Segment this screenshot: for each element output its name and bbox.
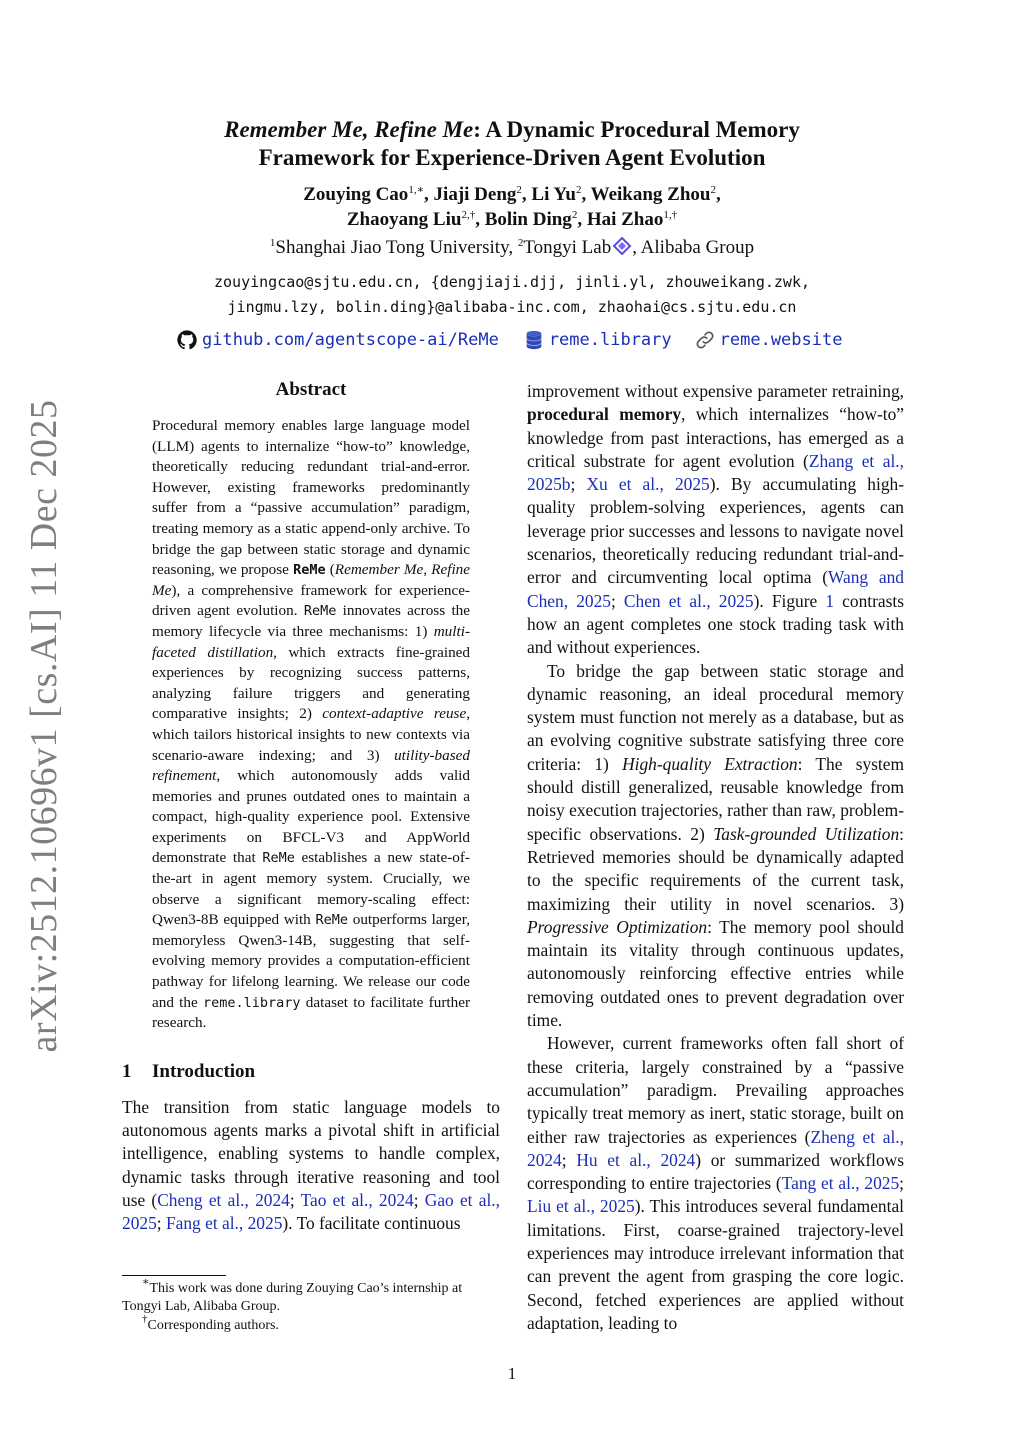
reme-name: ReMe <box>293 562 326 579</box>
abstract-segment: dataset to facilitate further research. <box>152 993 470 1032</box>
abstract-segment: establishes a new state-of-the-art in agent memory system. Crucially, we observe a significant memory-scaling effect: Qwen3-8B equipped with <box>152 849 470 929</box>
citation-year: 2025 <box>122 1213 157 1234</box>
text-segment: improvement without expensive parameter retraining, <box>527 381 904 401</box>
affil-sup: 1 <box>269 237 276 249</box>
abstract-segment: outperforms larger, memoryless Qwen3-14B, suggesting that self-evolving memory provides a computation-efficient pathway for lifelong learning. We release our code and the <box>152 911 470 1011</box>
figure-ref[interactable]: 1 <box>825 590 835 611</box>
footnote-1 <box>122 1276 500 1315</box>
author: Weikang Zhou <box>590 184 711 205</box>
reme-name: ReMe <box>303 603 337 620</box>
intro-paragraph-right-3: However, current frameworks often fall short of these criteria, largely constrained by a “passive accumulation” paradigm. Prevailing approaches typically treat memory as inert, static storage, built on either raw trajectories as experiences (Zheng et al., 2024; Hu et al., 2024) or summarized workflows corresponding to entire trajectories (Tang et al., 2025; Liu et al., 2025). This introduces several fundamental limitations. First, coarse-grained trajectory-level experiences may introduce irrelevant information that can prevent the agent from grasping the core logic. Second, fetched experiences are applied without adaptation, leading to <box>527 1033 904 1333</box>
website-link-text: reme.website <box>719 330 843 350</box>
citation-authors: Xu et al. <box>586 474 660 495</box>
github-link-text: github.com/agentscope-ai/ReMe <box>202 330 499 350</box>
footnote-mark: ∗ <box>142 1276 150 1288</box>
citation[interactable]: Gao et al., 2025 <box>122 1190 500 1234</box>
author-list <box>140 182 884 232</box>
email-list <box>140 270 884 320</box>
citation-year: 2024 <box>255 1190 290 1210</box>
text-segment: ) or summarized workflows corresponding to entire trajectories ( <box>527 1149 904 1194</box>
footnote-text: Corresponding authors. <box>147 1318 279 1333</box>
resource-links <box>176 328 842 352</box>
citation-authors: Tao et al. <box>300 1190 369 1210</box>
citation-year: 2025 <box>576 590 611 611</box>
abstract-segment: innovates across the memory lifecycle via three mechanisms: 1) <box>152 602 470 640</box>
citation-authors: Liu et al. <box>527 1196 591 1217</box>
citation-year: 2025 <box>718 590 754 611</box>
affiliation-alibaba: , Alibaba Group <box>632 237 755 258</box>
abstract-segment: , which tailors historical insights to new contexts via scenario-aware indexing; and 3) <box>152 705 470 764</box>
text-segment: ). Figure <box>753 590 826 611</box>
author-sup: 1,∗ <box>408 184 425 196</box>
author: Zouying Cao <box>303 184 409 205</box>
text-segment: contrasts how an agent completes one stock trading task with and without experiences. <box>527 590 904 658</box>
library-link-text: reme.library <box>548 330 672 350</box>
text-segment: However, current frameworks often fall short of these criteria, largely constrained by a “passive accumulation” paradigm. Prevailing approaches typically treat memory as inert, static storage, built on either raw trajectories as experiences ( <box>527 1033 904 1147</box>
intro-paragraph-right-2 <box>527 660 904 1033</box>
section-number: 1 <box>122 1060 132 1082</box>
title-italic: Remember Me, Refine Me <box>224 117 474 142</box>
citation-year: 2024 <box>527 1149 562 1170</box>
left-column <box>122 378 500 1236</box>
criterion-3: Progressive Optimization <box>527 916 708 937</box>
citation-year: 2025 <box>674 474 710 495</box>
citation[interactable]: Xu et al., 2025 <box>586 474 710 495</box>
affiliation-sjtu: Shanghai Jiao Tong University, <box>275 237 518 258</box>
database-icon <box>523 329 545 351</box>
section-heading <box>122 1060 500 1084</box>
arxiv-stamp-text: arXiv:2512.10696v1 [cs.AI] 11 Dec 2025 <box>23 399 65 1053</box>
author: Bolin Ding <box>484 209 572 230</box>
abstract-segment: Procedural memory enables large language model (LLM) agents to internalize “how-to” knowledge, theoretically reducing redundant trial-and-error. However, existing frameworks predominantly suffer from a “passive accumulation” paradigm, treating memory as a static append-only archive. To bridge the gap between static storage and dynamic reasoning, we propose <box>152 417 470 579</box>
citation-year: 2024 <box>378 1190 414 1210</box>
author: Jiaji Deng <box>433 184 517 205</box>
website-link[interactable] <box>694 329 843 351</box>
citation-authors: Hu et al. <box>576 1149 647 1170</box>
author-sep: , <box>715 184 721 205</box>
tongyi-logo-icon <box>612 237 632 255</box>
reme-name: ReMe <box>262 850 295 867</box>
mechanism-3: utility-based refinement <box>152 746 470 785</box>
criterion-1: High-quality Extraction <box>622 753 798 774</box>
author: Li Yu <box>531 184 576 205</box>
citation[interactable]: Hu et al., 2024 <box>576 1149 696 1170</box>
author: Zhaoyang Liu <box>346 209 462 230</box>
affiliations <box>140 236 884 260</box>
email-line: jingmu.lzy, bolin.ding}@alibaba-inc.com, zhaohai@cs.sjtu.edu.cn <box>227 298 797 316</box>
citation-authors: Tang et al. <box>781 1173 856 1194</box>
abstract-segment: ), a comprehensive framework for experience-driven agent evolution. <box>152 581 470 620</box>
mechanism-2: context-adaptive reuse <box>322 705 467 723</box>
dataset-name: reme.library <box>203 994 301 1011</box>
text-segment: ). By accumulating high-quality problem-solving experiences, agents can leverage prior successes and lessons to navigate novel scenarios, theoretically reducing redundant trial-and-error and circumventing local optima ( <box>527 474 904 588</box>
reme-expansion: Remember Me, Refine Me <box>152 561 471 599</box>
author-sup: 1,† <box>663 209 678 221</box>
text-segment: To bridge the gap between static storage and dynamic reasoning, an ideal procedural memory system must function not merely as a database, but as an evolving cognitive substrate satisfying three core criteria: 1) <box>527 660 904 774</box>
text-segment: : The system should distill generalized, reusable knowledge from noisy execution trajectories, rather than raw, problem-specific observations. 2) <box>527 753 905 844</box>
criterion-2: Task-grounded Utilization <box>713 823 900 844</box>
footnote-text: This work was done during Zouying Cao’s internship at Tongyi Lab, Alibaba Group. <box>122 1281 463 1314</box>
footnote-rule <box>122 1275 226 1276</box>
library-link[interactable] <box>523 329 672 351</box>
citation-authors: Zheng et al. <box>810 1126 900 1147</box>
citation-year: 2025b <box>527 474 571 495</box>
author-sep: , <box>577 209 587 230</box>
affiliation-tongyi: Tongyi Lab <box>523 237 612 258</box>
text-segment: : The memory pool should maintain its vitality through continuous updates, autonomously reinforcing effective entries while removing outdated ones to prevent degradation over time. <box>527 916 904 1031</box>
bold-term: procedural memory <box>527 404 682 425</box>
author: Hai Zhao <box>586 209 664 230</box>
citation-authors: Fang et al. <box>165 1213 239 1234</box>
citation[interactable]: Zhang et al., 2025b <box>527 450 904 495</box>
citation-authors: Wang and Chen <box>527 567 904 611</box>
abstract-segment: , which autonomously adds valid memories and prunes outdated ones to maintain a compact, high-quality experience pool. Extensive experiments on BFCL-V3 and AppWorld demonstrate that <box>152 767 470 867</box>
citation-year: 2024 <box>660 1149 696 1170</box>
mechanism-1: multi-faceted distillation <box>152 622 470 661</box>
link-icon <box>694 329 716 351</box>
citation-year: 2025 <box>247 1213 283 1234</box>
affil-sup: 2 <box>517 237 524 249</box>
citation[interactable]: Tang et al., 2025 <box>781 1173 900 1194</box>
page-number: 1 <box>507 1364 517 1383</box>
text-segment: ). To facilitate continuous <box>282 1213 461 1234</box>
citation-authors: Chen et al. <box>623 590 707 611</box>
citation[interactable]: Fang et al., 2025 <box>165 1213 283 1234</box>
reme-name: ReMe <box>315 912 348 929</box>
text-segment: , which internalizes “how-to” knowledge from past interactions, has emerged as a critical substrate for agent evolution ( <box>527 404 905 471</box>
abstract-segment: , which extracts fine-grained experiences by recognizing success patterns, analyzing failure triggers and generating comparative insights; 2) <box>152 643 470 723</box>
title-line2: Framework for Experience-Driven Agent Evolution <box>258 145 766 170</box>
citation[interactable]: Wang and Chen, 2025 <box>527 567 904 611</box>
citation-year: 2025 <box>864 1173 900 1194</box>
footnote-mark: † <box>142 1313 148 1325</box>
footnote-2 <box>122 1313 500 1335</box>
citation[interactable]: Liu et al., 2025 <box>527 1196 635 1217</box>
author-sep: , <box>475 209 485 230</box>
author-sup: 2,† <box>461 209 476 221</box>
text-segment: The transition from static language models to autonomous agents marks a pivotal shift in artificial intelligence, enabling systems to handle complex, dynamic tasks through iterative reasoning and tool use ( <box>122 1096 500 1210</box>
citation-authors: Zhang et al. <box>808 450 900 471</box>
citation-authors: Gao et al. <box>424 1190 496 1210</box>
email-line: zouyingcao@sjtu.edu.cn, {dengjiaji.djj, jinli.yl, zhouweikang.zwk, <box>213 273 811 291</box>
abstract-segment: ( <box>325 561 335 579</box>
intro-paragraph-left: The transition from static language models to autonomous agents marks a pivotal shift in artificial intelligence, enabling systems to handle complex, dynamic tasks through iterative reasoning and tool use (Cheng et al., 2024; Tao et al., 2024; Gao et al., 2025; Fang et al., 2025). To facilitate continuous <box>122 1096 500 1234</box>
text-segment: ). This introduces several fundamental limitations. First, coarse-grained trajectory-level experiences may introduce irrelevant information that can prevent the agent from grasping the core logic. Second, fetched experiences are applied without adaptation, leading to <box>527 1196 904 1333</box>
citation[interactable]: Chen et al., 2025 <box>623 590 754 611</box>
github-icon <box>176 329 198 351</box>
citation-year: 2025 <box>599 1196 635 1217</box>
section-title: Introduction <box>152 1060 256 1082</box>
footnotes <box>122 1276 500 1335</box>
author-sep: , <box>424 184 434 205</box>
right-column <box>527 380 904 1335</box>
citation[interactable]: Tao et al., 2024 <box>300 1190 414 1210</box>
author-sup: 2 <box>571 209 578 221</box>
title-line1: A Dynamic Procedural Memory <box>480 117 800 142</box>
author-sup: 2 <box>516 184 522 196</box>
paper-title <box>140 116 884 172</box>
title-colon: : <box>473 117 481 142</box>
author-sep: , <box>581 184 591 205</box>
citation[interactable]: Cheng et al., 2024 <box>157 1190 290 1210</box>
citation-authors: Cheng et al. <box>157 1190 245 1210</box>
intro-paragraph-right-1: improvement without expensive parameter retraining, procedural memory, which internalizes “how-to” knowledge from past interactions, has emerged as a critical substrate for agent evolution (Zhang et al., 2025b; Xu et al., 2025). By accumulating high-quality problem-solving experiences, agents can leverage prior successes and lessons to navigate novel scenarios, theoretically reducing redundant trial-and-error and circumventing local optima (Wang and Chen, 2025; Chen et al., 2025). Figure 1 contrasts how an agent completes one stock trading task with and without experiences. <box>527 381 905 658</box>
text-segment: : Retrieved memories should be dynamically adapted to the specific requirements of the current task, maximizing their utility in novel scenarios. 3) <box>527 823 904 914</box>
citation[interactable]: Zheng et al., 2024 <box>527 1126 904 1170</box>
abstract-text <box>152 416 470 1034</box>
author-sup: 2 <box>710 184 716 196</box>
github-link[interactable] <box>176 329 499 351</box>
author-sup: 2 <box>575 184 582 196</box>
author-sep: , <box>521 184 532 205</box>
abstract-heading: Abstract <box>275 379 347 400</box>
